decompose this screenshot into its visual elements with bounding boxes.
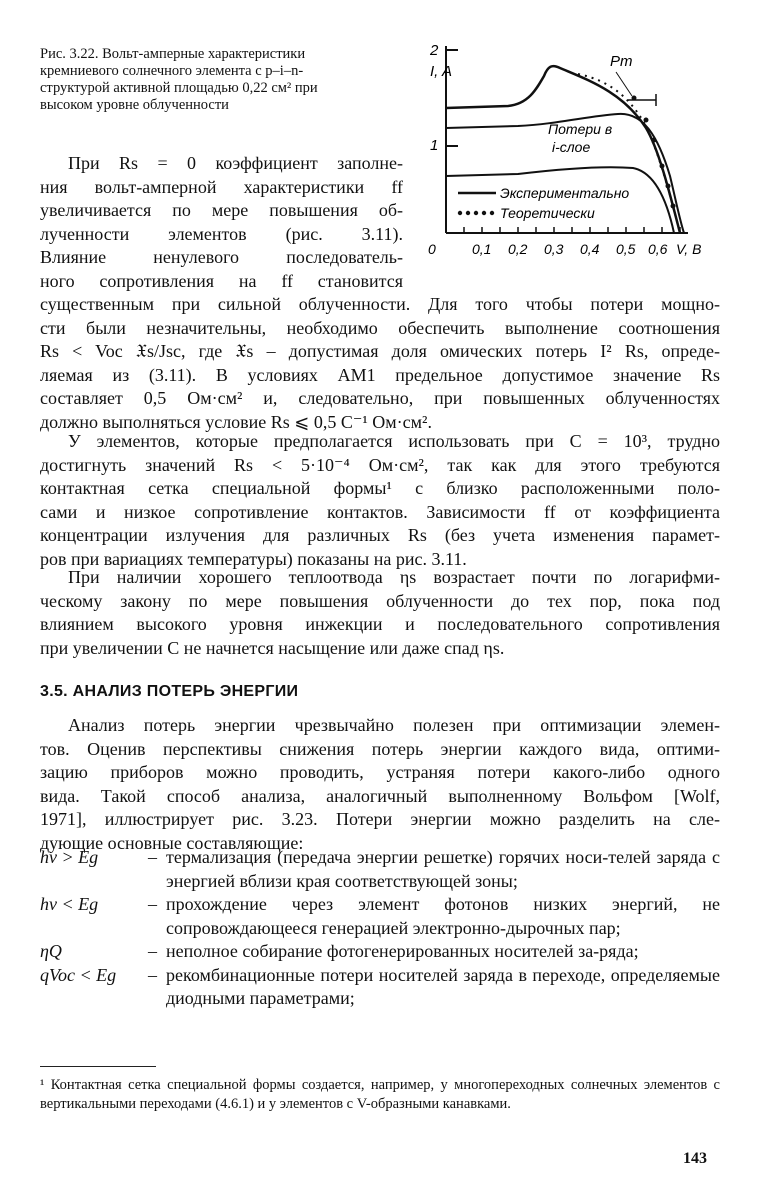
caption-line: структурой активной площадью 0,22 см² при: [40, 80, 318, 96]
x-tick-label-0.5: 0,5: [616, 241, 636, 257]
text-line: При Rs = 0 коэффициент заполне-: [68, 153, 403, 173]
definition-item: [40, 964, 720, 1011]
text-line: существенным при сильной облученности. Для того чтобы потери мощно-: [40, 294, 720, 314]
definition-dash: –: [148, 847, 157, 867]
paragraph-3: [40, 566, 720, 660]
loss-label-line2: i-слое: [552, 139, 591, 155]
text-line: зацию приборов можно проводить, устраняя потери какого-либо одного: [40, 762, 720, 782]
y-tick-label-2: 2: [430, 42, 439, 59]
paragraph-2: [40, 430, 720, 571]
y-axis-label: I, A: [430, 63, 452, 80]
x-tick-label-0.3: 0,3: [544, 241, 564, 257]
text-line: 1971], иллюстрирует рис. 3.23. Потери энергии можно разделить на сле-: [40, 809, 720, 829]
text-line: дующие основные составляющие:: [40, 832, 304, 853]
text-line: должно выполняться условие Rs ⩽ 0,5 C⁻¹ Ом·см².: [40, 411, 432, 432]
legend-dots: [458, 211, 494, 215]
text-line: У элементов, которые предполагается использовать при C = 10³, трудно: [68, 431, 720, 451]
definition-symbol: hν < Eg: [40, 894, 99, 914]
paragraph-1: [40, 152, 403, 293]
text-line: Анализ потерь энергии чрезвычайно полезен при оптимизации элемен-: [68, 715, 720, 735]
figure-caption: [40, 46, 410, 114]
text-line: достигнуть значений Rs < 5·10⁻⁴ Ом·см², так как для этого требуются: [40, 454, 720, 475]
x-tick-label-0.6: 0,6: [648, 241, 668, 257]
definition-dash: –: [148, 894, 157, 914]
definition-text: неполное собирание фотогенерированных носителей за-ряда;: [166, 941, 639, 961]
page-number: 143: [683, 1150, 707, 1167]
definition-symbol: qVoc < Eg: [40, 964, 117, 985]
definition-symbol: ηQ: [40, 941, 62, 961]
paragraph-1-continued: [40, 293, 720, 434]
text-line: при увеличении C не начнется насыщение или даже спад ηs.: [40, 637, 505, 658]
text-line: контактная сетка специальной формы¹ с близко расположенными поло-: [40, 478, 720, 498]
definition-item: [40, 846, 720, 893]
pm-label: Pm: [610, 53, 633, 70]
legend-experimental: Экспериментально: [500, 185, 630, 201]
legend-theoretical: Теоретически: [500, 205, 595, 221]
x-axis-label: V, В: [676, 241, 702, 257]
text-line: составляет 0,5 Ом·см² и, следовательно, при повышенных облученностях: [40, 388, 720, 408]
text-line: ляемая из (3.11). В условиях AM1 предельное допустимое значение Rs: [40, 364, 720, 385]
definition-text: термализация (передача энергии решетке) горячих носи-телей заряда с энергией вблизи края соответствующей зоны;: [166, 847, 720, 891]
iv-plot: [418, 36, 718, 270]
x-tick-label-0.4: 0,4: [580, 241, 600, 257]
section-heading: 3.5. АНАЛИЗ ПОТЕРЬ ЭНЕРГИИ: [40, 683, 299, 700]
footnote-rule: [40, 1066, 156, 1067]
pm-pointer: [616, 72, 632, 96]
x-tick-label-0: 0: [428, 241, 436, 257]
text-line: вида. Такой способ анализа, аналогичный выполненному Вольфом [Wolf,: [40, 785, 720, 806]
text-line: ров при вариациях температуры) показаны на рис. 3.11.: [40, 548, 467, 569]
definition-dash: –: [148, 941, 157, 961]
definition-dash: –: [148, 964, 157, 985]
definition-item: [40, 893, 720, 940]
text-line: концентрации излучения для различных Rs (без учета изменения парамет-: [40, 525, 720, 545]
text-line: ного сопротивления на ff становится: [40, 270, 403, 291]
text-line: влиянием высокого уровня инжекции и последовательного сопротивления: [40, 614, 720, 634]
footnote: ¹ Контактная сетка специальной формы создается, например, у многопереходных солнечных элементов с вертикальными переходами (4.6.1) и у элементов с V-образными канавками.: [40, 1077, 720, 1112]
text-line: При наличии хорошего теплоотвода ηs возрастает почти по логарифми-: [68, 567, 720, 587]
loss-definitions-list: [40, 846, 720, 1011]
text-line: Rs < Voc 𝔛s/Jsc, где 𝔛s – допустимая доля омических потерь I² Rs, опреде-: [40, 341, 720, 361]
definition-text: прохождение через элемент фотонов низких энергий, не сопровождающееся генерацией электронно-дырочных пар;: [166, 894, 720, 938]
definition-text: рекомбинационные потери носителей заряда в переходе, определяемые диодными параметрами;: [166, 964, 720, 1008]
text-line: сти были незначительны, необходимо обеспечить выполнение соотношения: [40, 317, 720, 338]
caption-line: кремниевого солнечного элемента с p–i–n-: [40, 63, 304, 79]
iv-characteristics-figure: [418, 36, 718, 270]
text-line: лученности элементов (рис. 3.11).: [40, 223, 403, 244]
x-tick-label-0.1: 0,1: [472, 241, 492, 257]
text-line: Влияние ненулевого последователь-: [40, 247, 403, 267]
x-tick-label-0.2: 0,2: [508, 241, 528, 257]
text-line: ния вольт-амперной характеристики ff: [40, 176, 403, 197]
text-line: увеличивается по мере повышения об-: [40, 200, 403, 220]
text-line: тов. Оценив перспективы снижения потерь энергии каждого вида, оптими-: [40, 738, 720, 759]
y-tick-label-1: 1: [430, 137, 439, 154]
definition-symbol: hν > Eg: [40, 847, 99, 867]
caption-line: высоком уровне облученности: [40, 97, 229, 113]
text-line: сами и низкое сопротивление контактов. Зависимости ff от коэффициента: [40, 501, 720, 522]
definition-item: [40, 940, 720, 964]
paragraph-4: [40, 714, 720, 855]
text-line: ческому закону по мере повышения облученности до тех пор, пока под: [40, 590, 720, 611]
caption-line: Рис. 3.22. Вольт-амперные характеристики: [40, 46, 306, 62]
loss-label-line1: Потери в: [548, 121, 613, 137]
